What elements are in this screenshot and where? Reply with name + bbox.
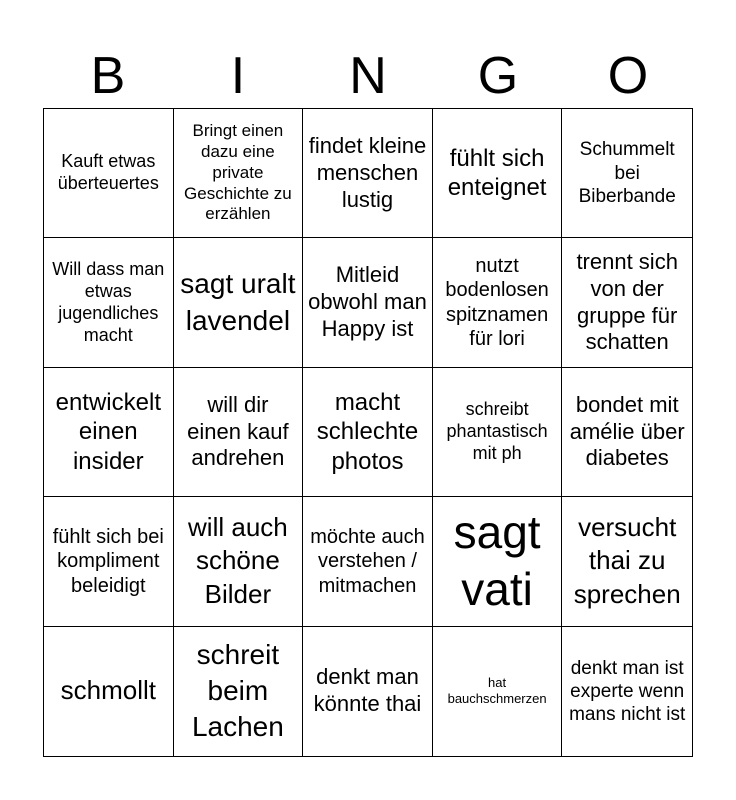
header-letter-b: B: [90, 47, 126, 105]
bingo-cell-r3-c1[interactable]: entwickelt einen insider: [44, 368, 174, 497]
bingo-cell-r4-c2[interactable]: will auch schöne Bilder: [174, 497, 304, 626]
header-letter-g: G: [477, 47, 519, 105]
bingo-cell-r1-c4[interactable]: fühlt sich enteignet: [433, 109, 563, 238]
bingo-cell-r4-c3[interactable]: möchte auch verstehen / mitmachen: [303, 497, 433, 626]
bingo-cell-r5-c3[interactable]: denkt man könnte thai: [303, 627, 433, 756]
bingo-cell-r5-c5[interactable]: denkt man ist experte wenn mans nicht ist: [569, 657, 686, 725]
bingo-cell-r5-c1[interactable]: schmollt: [44, 627, 174, 756]
bingo-cell-r3-c2[interactable]: will dir einen kauf andrehen: [174, 368, 304, 497]
bingo-cell-r3-c3[interactable]: macht schlechte photos: [303, 368, 433, 497]
bingo-card: [43, 108, 693, 757]
bingo-cell-r1-c2[interactable]: Bringt einen dazu eine private Geschichte zu erzählen: [174, 109, 304, 238]
header-letter-o: O: [607, 47, 649, 105]
bingo-cell-r5-c2[interactable]: schreit beim Lachen: [174, 627, 304, 756]
bingo-cell-r1-c5[interactable]: Schummelt bei Biberbande: [562, 109, 692, 238]
bingo-cell-r2-c5[interactable]: trennt sich von der gruppe für schatten: [562, 238, 692, 367]
bingo-cell-r4-c4[interactable]: sagt vati: [433, 497, 563, 626]
header-letter-n: N: [349, 47, 387, 105]
bingo-cell-r3-c4[interactable]: schreibt phantastisch mit ph: [433, 368, 563, 497]
header-letter-i: I: [230, 47, 246, 105]
bingo-cell-r1-c1[interactable]: Kauft etwas überteuertes: [44, 109, 174, 238]
bingo-cell-r2-c2[interactable]: sagt uralt lavendel: [174, 238, 304, 367]
bingo-cell-r5-c4[interactable]: hat bauchschmerzen: [433, 627, 563, 756]
bingo-cell-r2-c4[interactable]: nutzt bodenlosen spitznamen für lori: [433, 238, 563, 367]
bingo-cell-r4-c1[interactable]: fühlt sich bei kompliment beleidigt: [44, 497, 174, 626]
bingo-cell-r2-c3[interactable]: Mitleid obwohl man Happy ist: [303, 238, 433, 367]
bingo-cell-r4-c5[interactable]: versucht thai zu sprechen: [562, 497, 692, 626]
bingo-header: [43, 44, 693, 108]
bingo-cell-r1-c3[interactable]: findet kleine menschen lustig: [303, 109, 433, 238]
bingo-cell-r3-c5[interactable]: bondet mit amélie über diabetes: [562, 368, 692, 497]
bingo-cell-r2-c1[interactable]: Will dass man etwas jugendliches macht: [44, 238, 174, 367]
